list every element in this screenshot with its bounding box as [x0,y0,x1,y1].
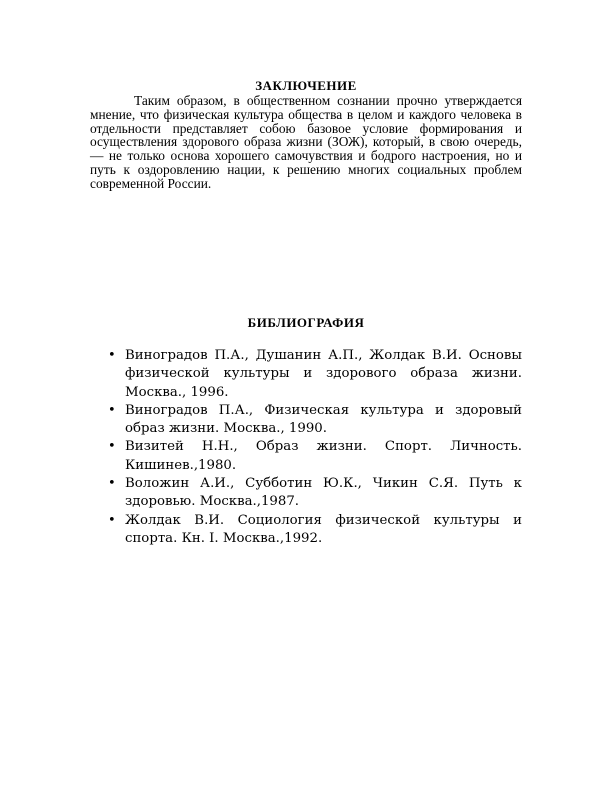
bibliography-item [108,438,522,475]
bullet-icon: • [108,439,116,455]
bibliography-item [108,512,522,549]
bibliography-item [108,347,522,402]
conclusion-heading: ЗАКЛЮЧЕНИЕ [255,78,357,93]
bibliography-entry: Воложин А.И., Субботин Ю.К., Чикин С.Я. Путь к здоровью. Москва.,1987. [125,476,522,510]
bibliography-entry: Виноградов П.А., Душанин А.П., Жолдак В.И. Основы физической культуры и здорового образа жизни. Москва., 1996. [125,348,522,400]
bullet-icon: • [108,476,116,492]
bibliography-entry: Виноградов П.А., Физическая культура и здоровый образ жизни. Москва., 1990. [125,402,522,437]
bibliography-item [108,402,522,439]
bibliography-list [108,347,522,548]
bibliography-entry: Визитей Н.Н., Образ жизни. Спорт. Личность. Кишинев.,1980. [125,439,522,473]
bibliography-heading: БИБЛИОГРАФИЯ [247,315,365,330]
conclusion-paragraph: Таким образом, в общественном сознании прочно утверждается мнение, что физическая культура общества в целом и каждого человека в отдельности представляет собою базовое условие формирования и осуществления здорового образа жизни (ЗОЖ), который, в свою очередь, — не только основа хорошего самочувствия и бодрого настроения, но и путь к оздоровлению нации, к решению многих социальных проблем современной России. [90,93,522,191]
bibliography-item [108,475,522,512]
bullet-icon: • [108,402,116,418]
bullet-icon: • [108,512,116,528]
bullet-icon: • [108,348,116,363]
bibliography-entry: Жолдак В.И. Социология физической культуры и спорта. Кн. I. Москва.,1992. [125,512,522,546]
